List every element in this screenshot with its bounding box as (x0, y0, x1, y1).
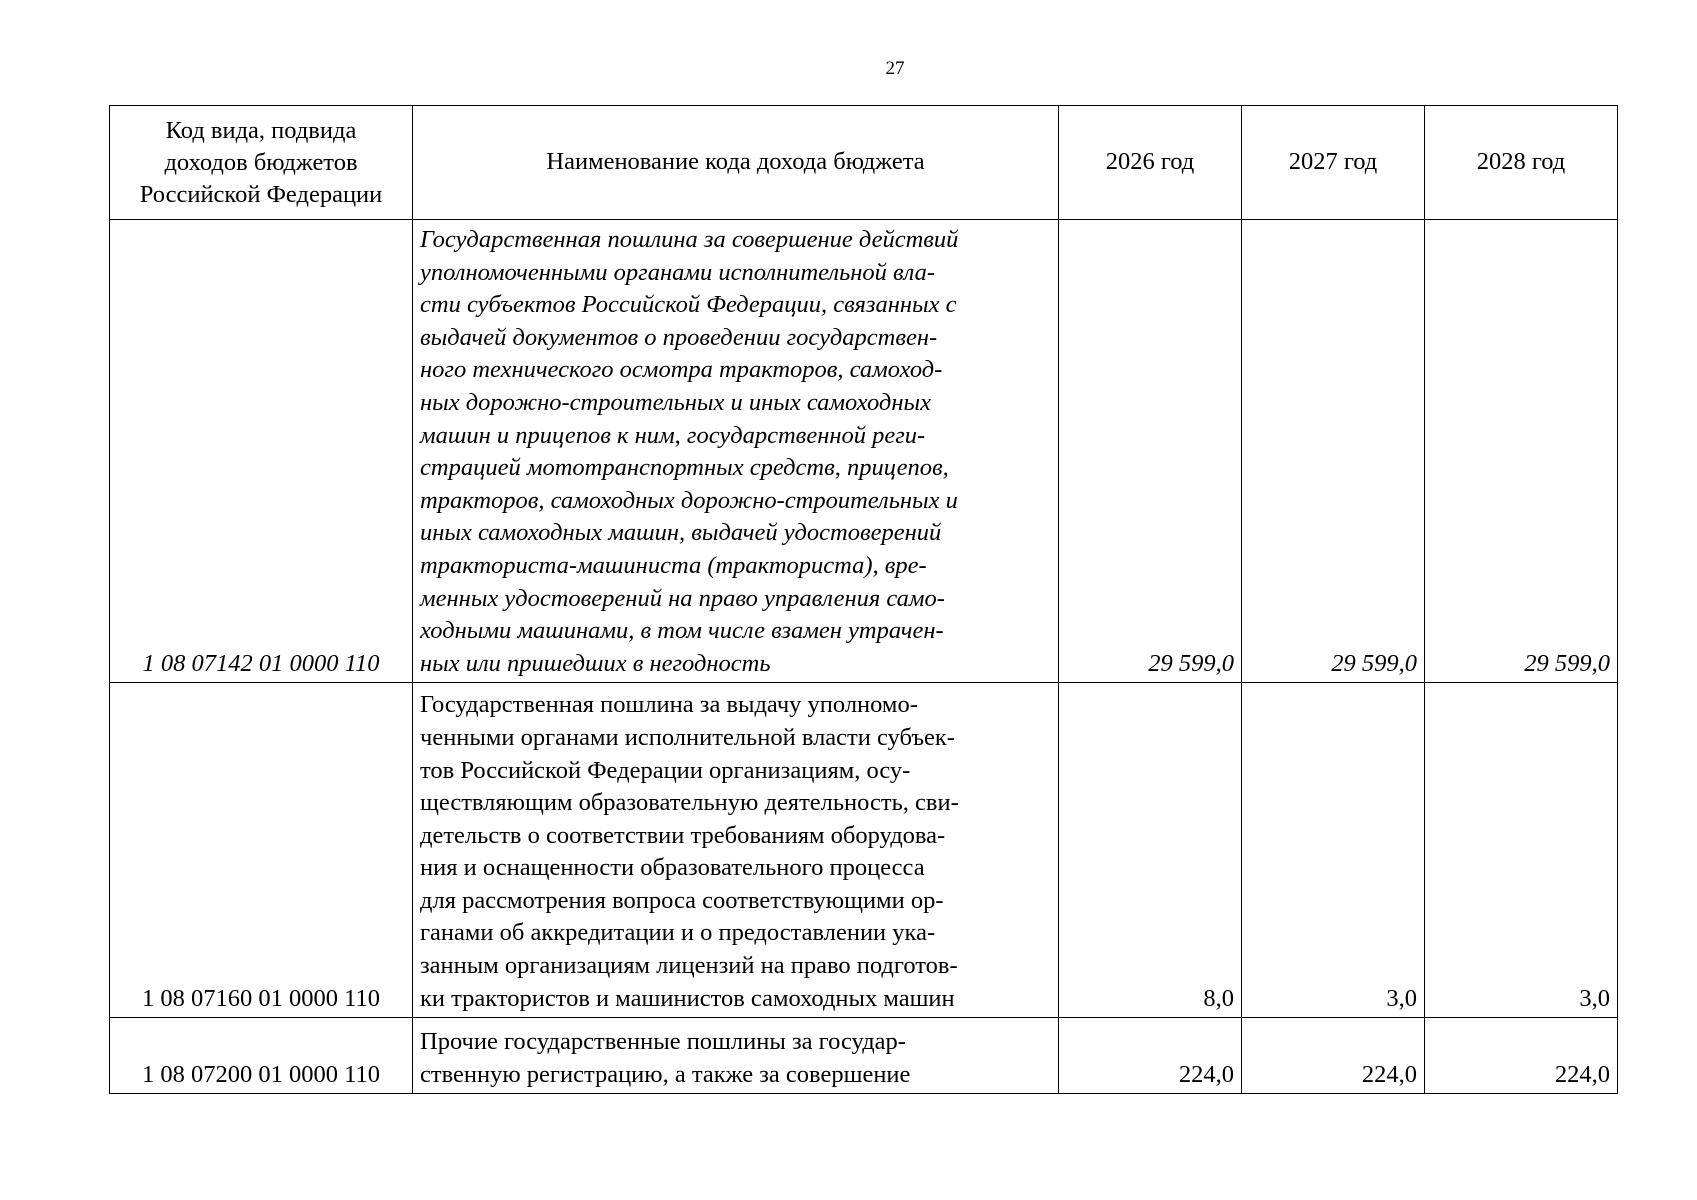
row-name-line: ния и оснащенности образовательного процесса (420, 854, 925, 882)
table-row (110, 683, 1618, 1018)
row-name-line: ченными органами исполнительной власти субъек- (420, 723, 955, 751)
row-name-line: ки трактористов и машинистов самоходных машин (420, 984, 955, 1012)
header-2026: 2026 год (1059, 106, 1242, 220)
table-row (110, 1018, 1618, 1094)
row-name-line: менных удостоверений на право управления само- (420, 584, 945, 612)
row-name (413, 1018, 1059, 1094)
row-name-line: сти субъектов Российской Федерации, связанных с (420, 291, 957, 319)
header-code-line: доходов бюджетов (164, 148, 358, 176)
row-name-line: ных или пришедших в негодность (420, 649, 771, 677)
row-code: 1 08 07160 01 0000 110 (110, 683, 413, 1018)
row-name-line: ственную регистрацию, а также за совершение (420, 1060, 911, 1088)
row-name-line: занным организациям лицензий на право подготов- (420, 952, 958, 980)
row-code: 1 08 07142 01 0000 110 (110, 220, 413, 683)
row-name-line: тракторов, самоходных дорожно-строительных и (420, 486, 958, 514)
row-name-line: иных самоходных машин, выдачей удостоверений (420, 519, 942, 547)
row-name-line: ществляющим образовательную деятельность, сви- (420, 789, 959, 817)
row-name-line: машин и прицепов к ним, государственной реги- (420, 421, 926, 449)
header-name: Наименование кода дохода бюджета (413, 106, 1059, 220)
row-name (413, 683, 1059, 1018)
row-name-line: для рассмотрения вопроса соответствующими ор- (420, 886, 944, 914)
row-name-line: ганами об аккредитации и о предоставлении ука- (420, 919, 936, 947)
header-code-line: Российской Федерации (139, 180, 383, 208)
row-name-line: ных дорожно-строительных и иных самоходных (420, 388, 931, 416)
row-name-line: выдачей документов о проведении государствен- (420, 323, 938, 351)
row-value-2027: 224,0 (1242, 1018, 1425, 1094)
table-header-row (110, 106, 1618, 220)
row-name-line: тракториста-машиниста (тракториста), вре- (420, 551, 927, 579)
page-number: 27 (885, 58, 905, 79)
row-value-2028: 224,0 (1425, 1018, 1618, 1094)
row-value-2026: 8,0 (1059, 683, 1242, 1018)
row-name-line: страцией мототранспортных средств, прицепов, (420, 454, 949, 482)
row-name-line: Государственная пошлина за выдачу уполномо- (420, 691, 918, 719)
budget-income-table (109, 105, 1618, 1094)
header-2028: 2028 год (1425, 106, 1618, 220)
row-name-line: ходными машинами, в том числе взамен утрачен- (420, 617, 944, 645)
row-value-2028: 3,0 (1425, 683, 1618, 1018)
row-name-line: Прочие государственные пошлины за государ- (420, 1028, 906, 1056)
row-name-line: уполномоченными органами исполнительной вла- (420, 258, 936, 286)
row-code: 1 08 07200 01 0000 110 (110, 1018, 413, 1094)
row-name-line: тов Российской Федерации организациям, осу- (420, 756, 911, 784)
row-value-2026: 29 599,0 (1059, 220, 1242, 683)
table-row (110, 220, 1618, 683)
row-name-line: ного технического осмотра тракторов, самоход- (420, 356, 943, 384)
row-name (413, 220, 1059, 683)
row-value-2028: 29 599,0 (1425, 220, 1618, 683)
header-code-line: Код вида, подвида (165, 116, 357, 144)
row-name-line: Государственная пошлина за совершение действий (420, 226, 959, 253)
row-name-line: детельств о соответствии требованиям оборудова- (420, 821, 946, 849)
row-value-2027: 3,0 (1242, 683, 1425, 1018)
header-2027: 2027 год (1242, 106, 1425, 220)
header-code (110, 106, 413, 220)
row-value-2027: 29 599,0 (1242, 220, 1425, 683)
row-value-2026: 224,0 (1059, 1018, 1242, 1094)
